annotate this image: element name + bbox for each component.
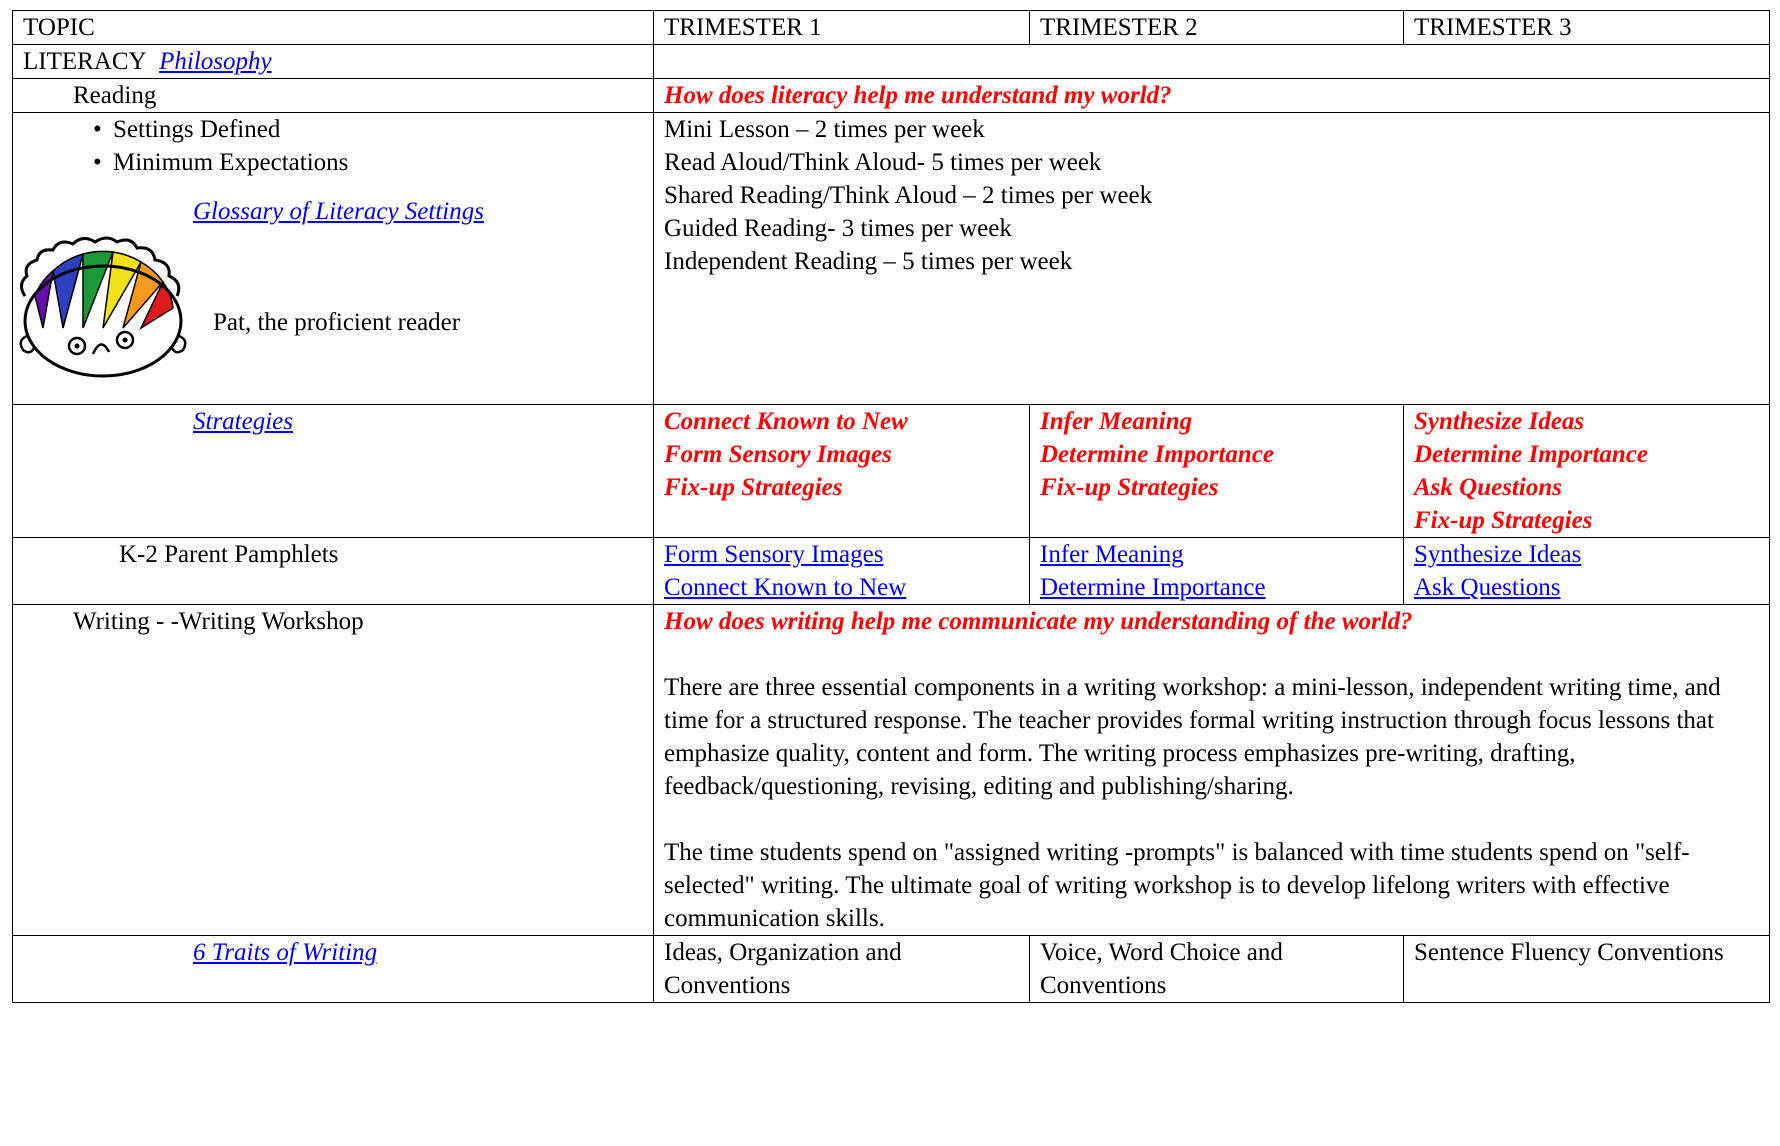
pamphlet-link[interactable]: Determine Importance xyxy=(1040,574,1266,601)
writing-label: Writing - -Writing Workshop xyxy=(13,605,654,936)
pamphlet-link[interactable]: Form Sensory Images xyxy=(664,541,884,568)
setting-shared-reading: Shared Reading/Think Aloud – 2 times per week xyxy=(664,182,1153,209)
pamphlets-t3 xyxy=(1404,538,1770,605)
reading-label: Reading xyxy=(13,79,654,113)
pat-caption: Pat, the proficient reader xyxy=(213,309,461,336)
traits-t2: Voice, Word Choice and Conventions xyxy=(1030,936,1404,1003)
pamphlets-label: K-2 Parent Pamphlets xyxy=(13,538,654,605)
setting-read-aloud: Read Aloud/Think Aloud- 5 times per week xyxy=(664,149,1102,176)
literacy-cell xyxy=(13,45,654,79)
header-row xyxy=(13,11,1770,45)
header-trimester-1: TRIMESTER 1 xyxy=(654,11,1030,45)
writing-paragraph-2: The time students spend on "assigned writing -prompts" is balanced with time students spend on "self-selected" writing. The ultimate goal of writing workshop is to develop lifelong writers with effective communication skills. xyxy=(664,839,1690,932)
pamphlet-link[interactable]: Ask Questions xyxy=(1414,574,1561,601)
writing-cell xyxy=(654,605,1770,936)
curriculum-table xyxy=(12,10,1770,1003)
pamphlet-link[interactable]: Synthesize Ideas xyxy=(1414,541,1582,568)
writing-row xyxy=(13,605,1770,936)
literacy-row xyxy=(13,45,1770,79)
pat-figure xyxy=(13,236,643,381)
literacy-empty-cell xyxy=(654,45,1770,79)
traits-t3: Sentence Fluency Conventions xyxy=(1404,936,1770,1003)
reading-question: How does literacy help me understand my world? xyxy=(654,79,1770,113)
strategies-t2 xyxy=(1030,405,1404,538)
header-topic: TOPIC xyxy=(13,11,654,45)
pamphlet-link[interactable]: Infer Meaning xyxy=(1040,541,1184,568)
pamphlets-t2 xyxy=(1030,538,1404,605)
literacy-label: LITERACY xyxy=(23,48,147,75)
pamphlet-link[interactable]: Connect Known to New xyxy=(664,574,907,601)
pamphlets-t1 xyxy=(654,538,1030,605)
strategy-item: Connect Known to New xyxy=(664,408,908,435)
strategy-item: Synthesize Ideas xyxy=(1414,408,1585,435)
settings-row xyxy=(13,113,1770,405)
strategies-t3 xyxy=(1404,405,1770,538)
bullet-minimum-expectations: • Minimum Expectations xyxy=(93,146,643,179)
settings-topic-cell xyxy=(13,113,654,405)
strategies-topic-cell xyxy=(13,405,654,538)
strategy-item: Ask Questions xyxy=(1414,474,1562,501)
strategy-item: Determine Importance xyxy=(1040,441,1275,468)
pamphlets-row xyxy=(13,538,1770,605)
strategy-item: Infer Meaning xyxy=(1040,408,1193,435)
setting-mini-lesson: Mini Lesson – 2 times per week xyxy=(664,116,985,143)
settings-cell xyxy=(654,113,1770,405)
strategies-row xyxy=(13,405,1770,538)
setting-guided-reading: Guided Reading- 3 times per week xyxy=(664,215,1012,242)
pat-reader-face-icon xyxy=(13,236,193,381)
strategy-item: Fix-up Strategies xyxy=(1040,474,1219,501)
traits-topic-cell xyxy=(13,936,654,1003)
header-trimester-3: TRIMESTER 3 xyxy=(1404,11,1770,45)
header-trimester-2: TRIMESTER 2 xyxy=(1030,11,1404,45)
traits-row xyxy=(13,936,1770,1003)
strategy-item: Fix-up Strategies xyxy=(1414,507,1593,534)
strategy-item: Form Sensory Images xyxy=(664,441,892,468)
philosophy-link[interactable]: Philosophy xyxy=(159,48,272,75)
writing-question: How does writing help me communicate my understanding of the world? xyxy=(664,608,1413,635)
glossary-link[interactable]: Glossary of Literacy Settings xyxy=(193,198,484,225)
reading-row xyxy=(13,79,1770,113)
traits-t1: Ideas, Organization and Conventions xyxy=(654,936,1030,1003)
strategy-item: Determine Importance xyxy=(1414,441,1649,468)
setting-independent-reading: Independent Reading – 5 times per week xyxy=(664,248,1073,275)
strategy-item: Fix-up Strategies xyxy=(664,474,843,501)
strategies-link[interactable]: Strategies xyxy=(193,408,293,435)
bullet-settings-defined: • Settings Defined xyxy=(93,113,643,146)
strategies-t1 xyxy=(654,405,1030,538)
six-traits-link[interactable]: 6 Traits of Writing xyxy=(193,939,378,966)
writing-paragraph-1: There are three essential components in a writing workshop: a mini-lesson, independent writing time, and time for a structured response. The teacher provides formal writing instruction through focus lessons that emphasize quality, content and form. The writing process emphasizes pre-writing, drafting, feedback/questioning, revising, editing and publishing/sharing. xyxy=(664,674,1721,800)
